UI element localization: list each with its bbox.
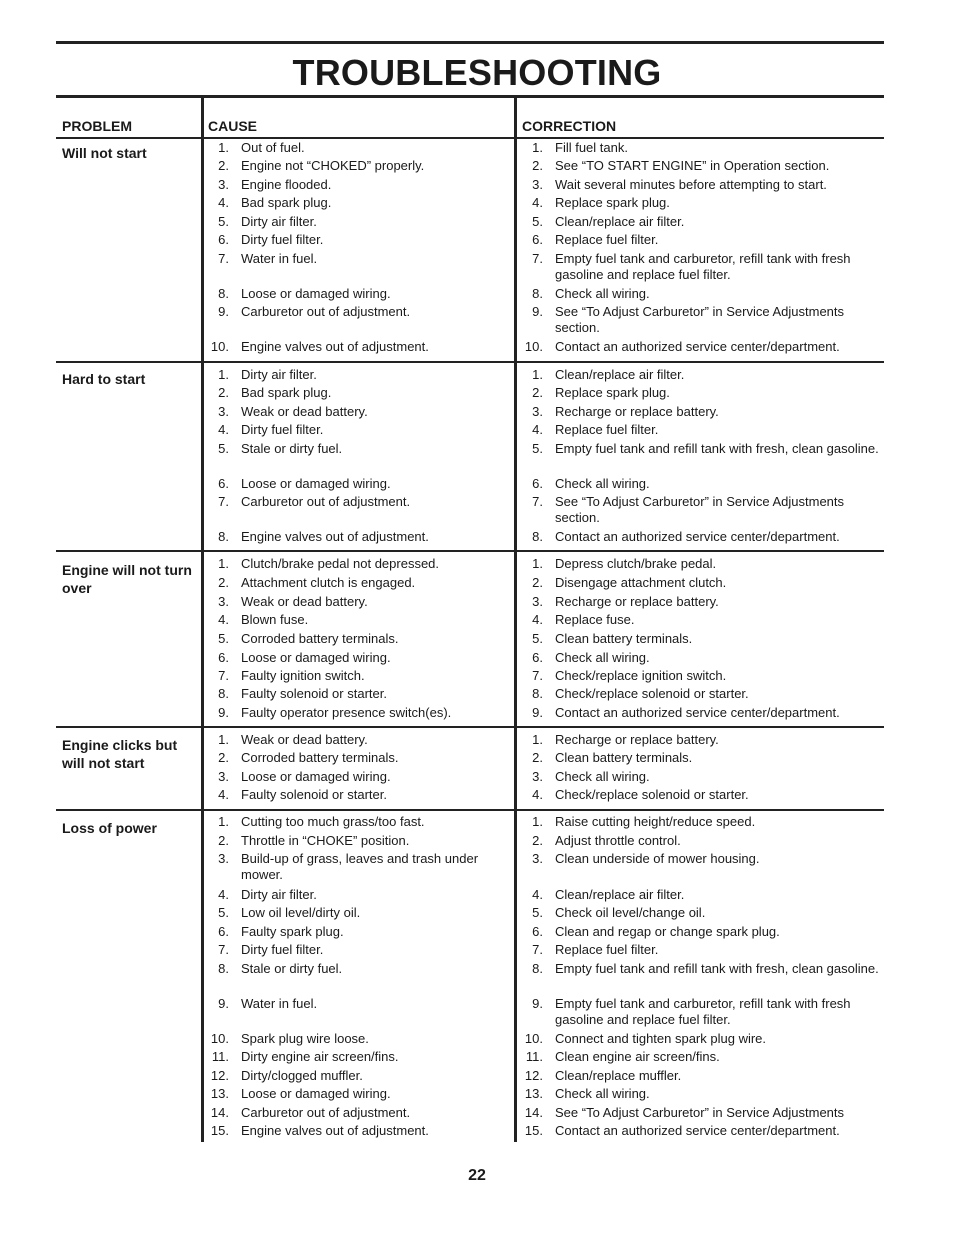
correction-text: Empty fuel tank and carburetor, refill tank with fresh gasoline and replace fuel filter. bbox=[555, 996, 851, 1027]
correction-number: 5. bbox=[532, 214, 543, 229]
correction-number: 6. bbox=[532, 476, 543, 491]
column-header-problem: PROBLEM bbox=[62, 118, 132, 134]
column-header-correction: CORRECTION bbox=[522, 118, 617, 134]
cause-text: Weak or dead battery. bbox=[241, 594, 368, 609]
cause-number: 7. bbox=[218, 668, 229, 683]
correction-text: See “TO START ENGINE” in Operation section. bbox=[555, 158, 830, 173]
problem-label: Loss of power bbox=[62, 820, 157, 836]
cause-text: Low oil level/dirty oil. bbox=[241, 905, 361, 920]
cause-number: 2. bbox=[218, 833, 229, 848]
cause-number: 1. bbox=[218, 732, 229, 747]
cause-number: 1. bbox=[218, 556, 229, 571]
correction-text: Check oil level/change oil. bbox=[555, 905, 706, 920]
cause-text: Weak or dead battery. bbox=[241, 732, 368, 747]
correction-number: 4. bbox=[532, 612, 543, 627]
cause-text: Out of fuel. bbox=[241, 140, 305, 155]
correction-text: Wait several minutes before attempting to start. bbox=[555, 177, 827, 192]
page-title: TROUBLESHOOTING bbox=[292, 52, 662, 93]
cause-number: 9. bbox=[218, 304, 229, 319]
cause-text: Clutch/brake pedal not depressed. bbox=[241, 556, 440, 571]
cause-text: Water in fuel. bbox=[241, 251, 318, 266]
correction-number: 5. bbox=[532, 441, 543, 456]
correction-text: Check all wiring. bbox=[555, 1086, 650, 1101]
cause-number: 8. bbox=[218, 286, 229, 301]
correction-text: Recharge or replace battery. bbox=[555, 594, 719, 609]
correction-text: Raise cutting height/reduce speed. bbox=[555, 814, 756, 829]
correction-number: 7. bbox=[532, 668, 543, 683]
section-rule bbox=[56, 726, 884, 728]
correction-text: Check/replace ignition switch. bbox=[555, 668, 727, 683]
cause-text: Cutting too much grass/too fast. bbox=[241, 814, 425, 829]
cause-number: 2. bbox=[218, 158, 229, 173]
correction-text: Clean and regap or change spark plug. bbox=[555, 924, 780, 939]
correction-number: 6. bbox=[532, 650, 543, 665]
cause-text: Dirty engine air screen/fins. bbox=[241, 1049, 399, 1064]
cause-text: Spark plug wire loose. bbox=[241, 1031, 369, 1046]
correction-text: Clean battery terminals. bbox=[555, 631, 693, 646]
cause-text: Faulty operator presence switch(es). bbox=[241, 705, 452, 720]
column-divider-cause-correction bbox=[514, 98, 517, 1142]
correction-text: Recharge or replace battery. bbox=[555, 404, 719, 419]
cause-text: Loose or damaged wiring. bbox=[241, 476, 391, 491]
cause-text: Dirty air filter. bbox=[241, 367, 317, 382]
section-rule bbox=[56, 361, 884, 363]
correction-text: See “To Adjust Carburetor” in Service Adjustments bbox=[555, 1105, 845, 1120]
cause-number: 8. bbox=[218, 686, 229, 701]
cause-number: 9. bbox=[218, 996, 229, 1011]
correction-text: See “To Adjust Carburetor” in Service Adjustments section. bbox=[555, 304, 845, 335]
correction-text: Check all wiring. bbox=[555, 769, 650, 784]
cause-number: 6. bbox=[218, 924, 229, 939]
cause-text: Dirty air filter. bbox=[241, 214, 317, 229]
cause-number: 10. bbox=[210, 339, 229, 354]
cause-text: Loose or damaged wiring. bbox=[241, 650, 391, 665]
page-number: 22 bbox=[468, 1167, 486, 1184]
problem-label: Hard to start bbox=[62, 371, 146, 387]
correction-text: Clean engine air screen/fins. bbox=[555, 1049, 720, 1064]
cause-number: 7. bbox=[218, 942, 229, 957]
correction-number: 5. bbox=[532, 631, 543, 646]
cause-text: Engine not “CHOKED” properly. bbox=[241, 158, 425, 173]
correction-number: 14. bbox=[524, 1105, 543, 1120]
correction-number: 4. bbox=[532, 787, 543, 802]
correction-text: Fill fuel tank. bbox=[555, 140, 628, 155]
correction-text: Replace fuel filter. bbox=[555, 422, 659, 437]
correction-text: Contact an authorized service center/department. bbox=[555, 705, 840, 720]
correction-number: 3. bbox=[532, 404, 543, 419]
cause-text: Faulty solenoid or starter. bbox=[241, 686, 387, 701]
correction-text: Clean/replace air filter. bbox=[555, 367, 685, 382]
cause-text: Bad spark plug. bbox=[241, 385, 332, 400]
cause-text: Weak or dead battery. bbox=[241, 404, 368, 419]
correction-number: 8. bbox=[532, 686, 543, 701]
section-rule bbox=[56, 809, 884, 811]
correction-text: Contact an authorized service center/department. bbox=[555, 339, 840, 354]
cause-number: 12. bbox=[210, 1068, 229, 1083]
correction-number: 9. bbox=[532, 304, 543, 319]
cause-text: Carburetor out of adjustment. bbox=[241, 304, 411, 319]
correction-text: Check/replace solenoid or starter. bbox=[555, 686, 749, 701]
section-rule bbox=[56, 550, 884, 552]
cause-number: 4. bbox=[218, 612, 229, 627]
correction-text: Disengage attachment clutch. bbox=[555, 575, 727, 590]
correction-number: 4. bbox=[532, 422, 543, 437]
title-top-rule bbox=[56, 41, 884, 44]
cause-number: 3. bbox=[218, 404, 229, 419]
correction-number: 10. bbox=[524, 1031, 543, 1046]
cause-number: 8. bbox=[218, 961, 229, 976]
correction-number: 7. bbox=[532, 494, 543, 509]
cause-number: 5. bbox=[218, 214, 229, 229]
correction-text: Replace fuel filter. bbox=[555, 232, 659, 247]
cause-text: Corroded battery terminals. bbox=[241, 631, 399, 646]
correction-text: Replace fuse. bbox=[555, 612, 635, 627]
correction-text: Empty fuel tank and carburetor, refill tank with fresh gasoline and replace fuel filter. bbox=[555, 251, 851, 282]
correction-number: 7. bbox=[532, 942, 543, 957]
cause-text: Throttle in “CHOKE” position. bbox=[241, 833, 410, 848]
correction-text: Replace fuel filter. bbox=[555, 942, 659, 957]
correction-number: 2. bbox=[532, 575, 543, 590]
correction-text: Recharge or replace battery. bbox=[555, 732, 719, 747]
correction-text: Replace spark plug. bbox=[555, 385, 670, 400]
cause-text: Loose or damaged wiring. bbox=[241, 769, 391, 784]
correction-number: 12. bbox=[524, 1068, 543, 1083]
cause-text: Dirty fuel filter. bbox=[241, 942, 324, 957]
correction-number: 1. bbox=[532, 732, 543, 747]
correction-number: 15. bbox=[524, 1123, 543, 1138]
correction-number: 7. bbox=[532, 251, 543, 266]
correction-number: 6. bbox=[532, 924, 543, 939]
correction-number: 2. bbox=[532, 833, 543, 848]
correction-number: 13. bbox=[524, 1086, 543, 1101]
cause-text: Carburetor out of adjustment. bbox=[241, 1105, 411, 1120]
cause-text: Dirty/clogged muffler. bbox=[241, 1068, 363, 1083]
correction-text: Empty fuel tank and refill tank with fresh, clean gasoline. bbox=[555, 441, 879, 456]
correction-number: 11. bbox=[525, 1049, 543, 1064]
cause-text: Carburetor out of adjustment. bbox=[241, 494, 411, 509]
cause-number: 2. bbox=[218, 750, 229, 765]
correction-number: 3. bbox=[532, 851, 543, 866]
cause-text: Loose or damaged wiring. bbox=[241, 286, 391, 301]
cause-text: Dirty air filter. bbox=[241, 887, 317, 902]
correction-text: See “To Adjust Carburetor” in Service Adjustments section. bbox=[555, 494, 845, 525]
correction-number: 10. bbox=[524, 339, 543, 354]
cause-number: 6. bbox=[218, 650, 229, 665]
correction-text: Clean/replace air filter. bbox=[555, 887, 685, 902]
correction-number: 8. bbox=[532, 961, 543, 976]
correction-number: 6. bbox=[532, 232, 543, 247]
problem-label: Will not start bbox=[62, 145, 147, 161]
cause-number: 11. bbox=[211, 1049, 229, 1064]
correction-number: 9. bbox=[532, 996, 543, 1011]
correction-text: Check/replace solenoid or starter. bbox=[555, 787, 749, 802]
cause-number: 4. bbox=[218, 195, 229, 210]
cause-number: 3. bbox=[218, 769, 229, 784]
cause-text: Engine valves out of adjustment. bbox=[241, 339, 429, 354]
column-header-cause: CAUSE bbox=[208, 118, 258, 134]
problem-label: Engine clicks but will not start bbox=[62, 737, 178, 771]
cause-number: 3. bbox=[218, 594, 229, 609]
cause-number: 14. bbox=[210, 1105, 229, 1120]
cause-number: 13. bbox=[210, 1086, 229, 1101]
cause-number: 8. bbox=[218, 529, 229, 544]
cause-number: 6. bbox=[218, 232, 229, 247]
cause-number: 4. bbox=[218, 787, 229, 802]
correction-text: Check all wiring. bbox=[555, 286, 650, 301]
cause-text: Build-up of grass, leaves and trash under mower. bbox=[241, 851, 479, 882]
cause-text: Engine valves out of adjustment. bbox=[241, 529, 429, 544]
cause-text: Dirty fuel filter. bbox=[241, 232, 324, 247]
correction-number: 1. bbox=[532, 140, 543, 155]
cause-text: Faulty spark plug. bbox=[241, 924, 344, 939]
correction-number: 5. bbox=[532, 905, 543, 920]
cause-text: Stale or dirty fuel. bbox=[241, 441, 343, 456]
cause-number: 2. bbox=[218, 575, 229, 590]
correction-number: 3. bbox=[532, 177, 543, 192]
cause-text: Attachment clutch is engaged. bbox=[241, 575, 416, 590]
correction-text: Clean underside of mower housing. bbox=[555, 851, 760, 866]
cause-number: 3. bbox=[218, 177, 229, 192]
cause-number: 1. bbox=[218, 814, 229, 829]
cause-number: 5. bbox=[218, 631, 229, 646]
cause-number: 4. bbox=[218, 887, 229, 902]
cause-number: 2. bbox=[218, 385, 229, 400]
cause-text: Loose or damaged wiring. bbox=[241, 1086, 391, 1101]
cause-number: 1. bbox=[218, 140, 229, 155]
correction-number: 4. bbox=[532, 195, 543, 210]
correction-number: 2. bbox=[532, 750, 543, 765]
cause-text: Faulty ignition switch. bbox=[241, 668, 365, 683]
cause-number: 7. bbox=[218, 251, 229, 266]
correction-number: 8. bbox=[532, 529, 543, 544]
correction-text: Contact an authorized service center/department. bbox=[555, 529, 840, 544]
cause-number: 15. bbox=[210, 1123, 229, 1138]
cause-text: Engine valves out of adjustment. bbox=[241, 1123, 429, 1138]
correction-text: Empty fuel tank and refill tank with fresh, clean gasoline. bbox=[555, 961, 879, 976]
correction-text: Check all wiring. bbox=[555, 650, 650, 665]
correction-number: 4. bbox=[532, 887, 543, 902]
cause-text: Stale or dirty fuel. bbox=[241, 961, 343, 976]
correction-text: Clean/replace muffler. bbox=[555, 1068, 682, 1083]
cause-text: Bad spark plug. bbox=[241, 195, 332, 210]
cause-number: 3. bbox=[218, 851, 229, 866]
cause-number: 9. bbox=[218, 705, 229, 720]
correction-number: 1. bbox=[532, 814, 543, 829]
cause-number: 5. bbox=[218, 905, 229, 920]
correction-text: Contact an authorized service center/department. bbox=[555, 1123, 840, 1138]
cause-number: 7. bbox=[218, 494, 229, 509]
cause-text: Faulty solenoid or starter. bbox=[241, 787, 387, 802]
correction-number: 8. bbox=[532, 286, 543, 301]
correction-number: 3. bbox=[532, 594, 543, 609]
correction-number: 3. bbox=[532, 769, 543, 784]
correction-text: Clean battery terminals. bbox=[555, 750, 693, 765]
correction-number: 1. bbox=[532, 367, 543, 382]
correction-text: Clean/replace air filter. bbox=[555, 214, 685, 229]
correction-text: Connect and tighten spark plug wire. bbox=[555, 1031, 767, 1046]
cause-text: Dirty fuel filter. bbox=[241, 422, 324, 437]
cause-text: Blown fuse. bbox=[241, 612, 309, 627]
correction-text: Adjust throttle control. bbox=[555, 833, 681, 848]
cause-text: Corroded battery terminals. bbox=[241, 750, 399, 765]
cause-text: Water in fuel. bbox=[241, 996, 318, 1011]
correction-text: Replace spark plug. bbox=[555, 195, 670, 210]
correction-text: Depress clutch/brake pedal. bbox=[555, 556, 717, 571]
cause-number: 4. bbox=[218, 422, 229, 437]
problem-label: Engine will not turn over bbox=[62, 562, 192, 596]
correction-number: 9. bbox=[532, 705, 543, 720]
cause-number: 6. bbox=[218, 476, 229, 491]
cause-number: 1. bbox=[218, 367, 229, 382]
section-rule bbox=[56, 137, 884, 139]
cause-number: 10. bbox=[210, 1031, 229, 1046]
cause-text: Engine flooded. bbox=[241, 177, 332, 192]
cause-number: 5. bbox=[218, 441, 229, 456]
correction-text: Check all wiring. bbox=[555, 476, 650, 491]
correction-number: 2. bbox=[532, 158, 543, 173]
correction-number: 2. bbox=[532, 385, 543, 400]
correction-number: 1. bbox=[532, 556, 543, 571]
header-rule bbox=[56, 95, 884, 98]
column-divider-problem-cause bbox=[201, 98, 204, 1142]
